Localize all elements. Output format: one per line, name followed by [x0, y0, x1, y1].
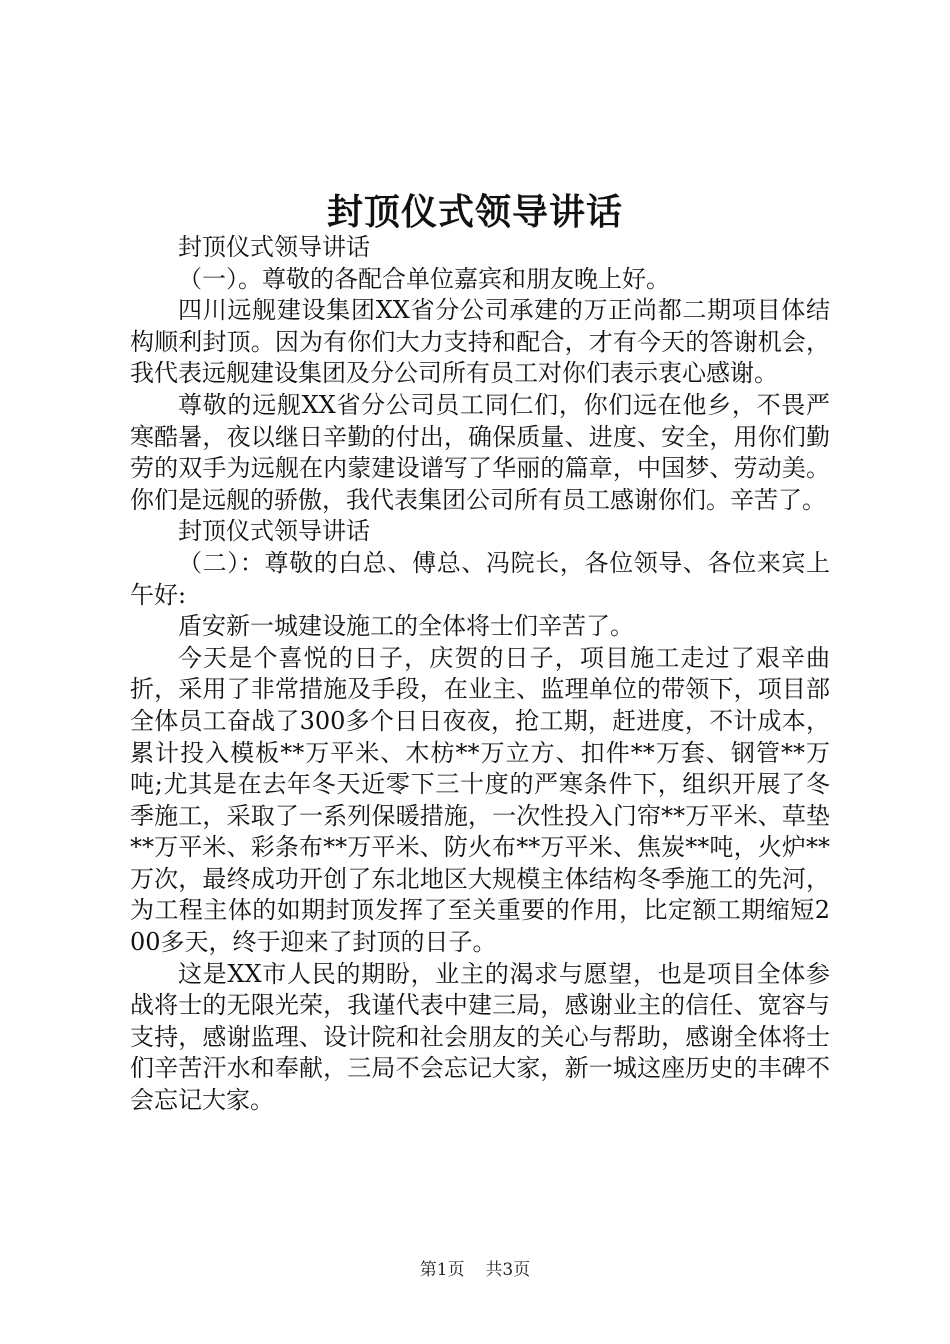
- greeting-paragraph-2: （二）：尊敬的白总、傅总、冯院长，各位领导、各位来宾上午好:: [130, 548, 830, 609]
- subtitle-paragraph: 封顶仪式领导讲话: [178, 233, 370, 261]
- subtitle-paragraph: 封顶仪式领导讲话: [178, 517, 370, 546]
- document-title: 封顶仪式领导讲话: [326, 191, 623, 233]
- body-paragraph: 盾安新一城建设施工的全体将士们辛苦了。: [178, 612, 634, 641]
- page-number: 第1页: [419, 1260, 465, 1280]
- body-paragraph: 四川远舰建设集团XX省分公司承建的万正尚都二期项目体结构顺利封顶。因为有你们大力支持和配合，才有今天的答谢机会，我代表远舰建设集团及分公司所有员工对你们表示衷心感谢。: [130, 296, 830, 388]
- body-paragraph: 今天是个喜悦的日子，庆贺的日子，项目施工走过了艰辛曲折，采用了非常措施及手段，在业主、监理单位的带领下，项目部全体员工奋战了300多个日日夜夜，抢工期，赶进度，不计成本，累计投入模板**万平米、木枋**万立方、扣件**万套、钢管**万吨;尤其是在去年冬天近零下三十度的严寒条件下，组织开展了冬季施工，采取了一系列保暖措施，一次性投入门帘**万平米、草垫**万平米、彩条布**万平米、防火布**万平米、焦炭**吨，火炉**万次，最终成功开创了东北地区大规模主体结构冬季施工的先河，为工程主体的如期封顶发挥了至关重要的作用，比定额工期缩短200多天，终于迎来了封顶的日子。: [130, 643, 830, 957]
- body-paragraph: 尊敬的远舰XX省分公司员工同仁们，你们远在他乡，不畏严寒酷暑，夜以继日辛勤的付出，确保质量、进度、安全，用你们勤劳的双手为远舰在内蒙建设谱写了华丽的篇章，中国梦、劳动美。你们是远舰的骄傲，我代表集团公司所有员工感谢你们。辛苦了。: [130, 390, 830, 514]
- greeting-paragraph-1: （一）。尊敬的各配合单位嘉宾和朋友晚上好。: [178, 264, 670, 293]
- page-footer: [0, 1255, 950, 1280]
- body-paragraph: 这是XX市人民的期盼，业主的渴求与愿望，也是项目全体参战将士的无限光荣，我谨代表中建三局，感谢业主的信任、宽容与支持，感谢监理、设计院和社会朋友的关心与帮助，感谢全体将士们辛苦汗水和奉献，三局不会忘记大家，新一城这座历史的丰碑不会忘记大家。: [130, 959, 830, 1115]
- document-body: [130, 232, 830, 1117]
- total-pages: 共3页: [485, 1260, 531, 1280]
